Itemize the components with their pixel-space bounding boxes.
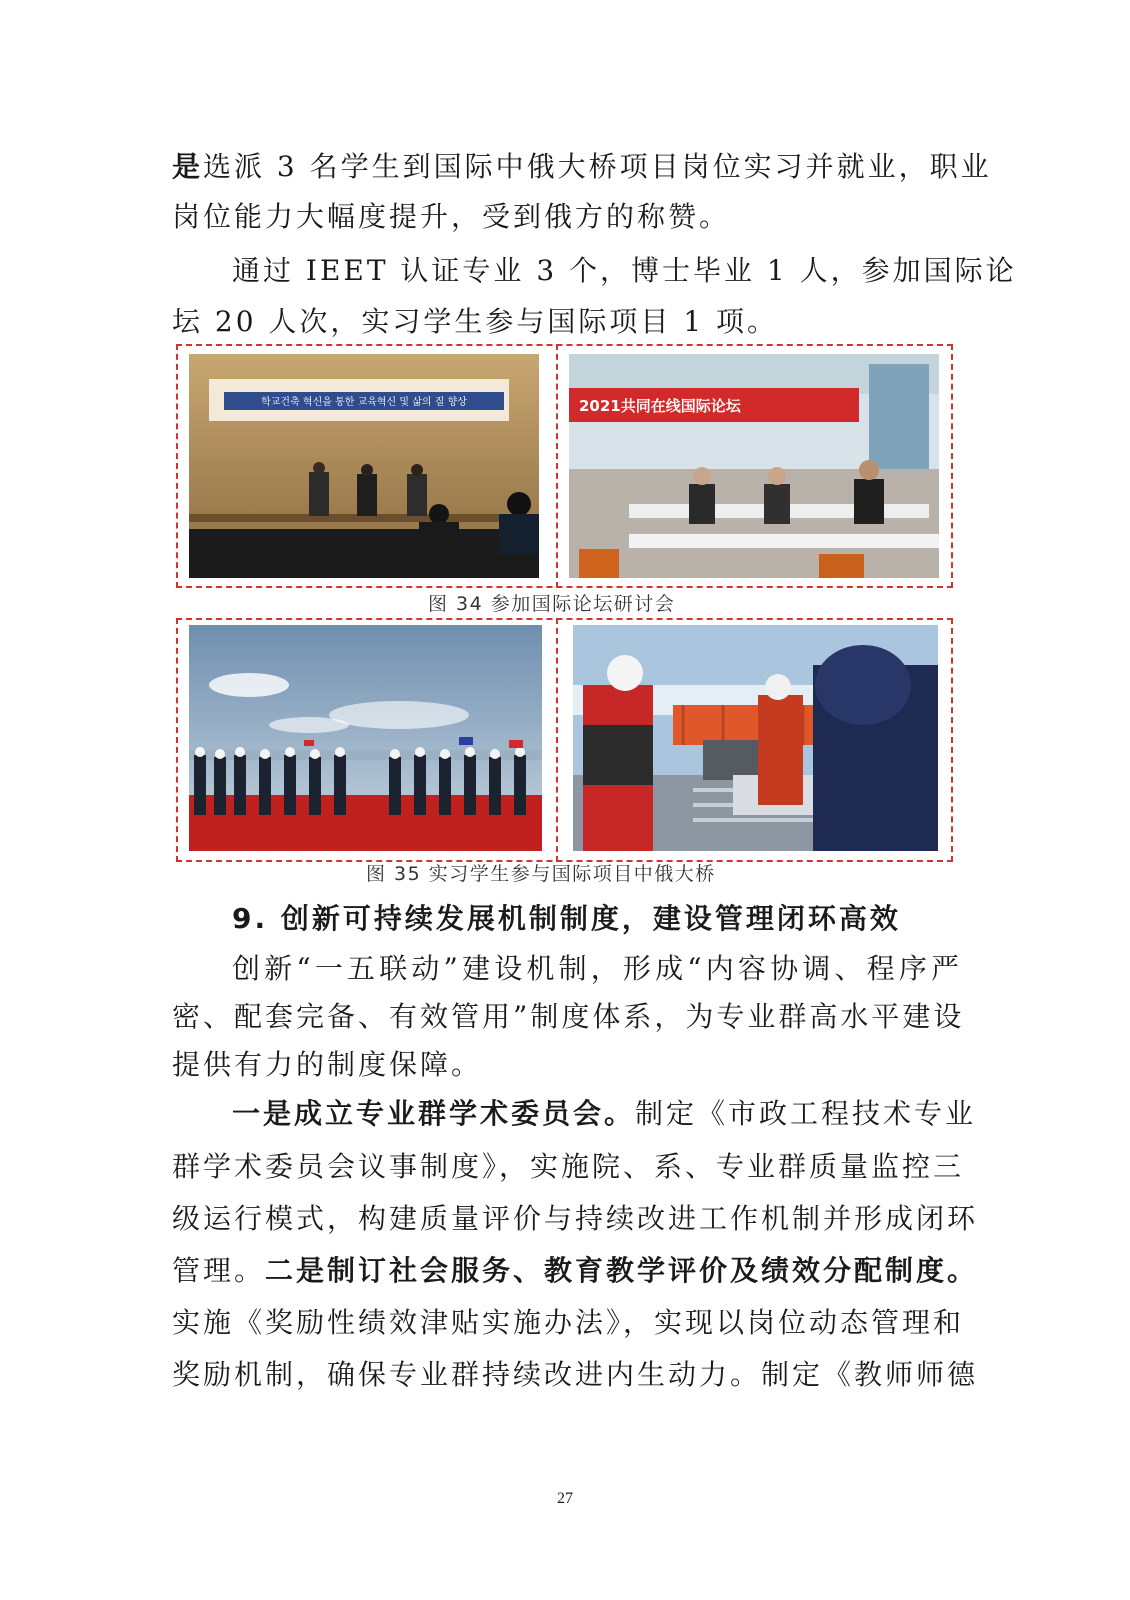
body-line: 提供有力的制度保障。 [172,1048,483,1081]
text: 选派 3 名学生到国际中俄大桥项目岗位实习并就业，职业 [203,150,992,183]
text: 制定《市政工程技术专业 [635,1097,977,1130]
body-line: 坛 20 人次，实习学生参与国际项目 1 项。 [172,305,779,338]
photo-online-forum-room [569,354,939,578]
body-line: 级运行模式，构建质量评价与持续改进工作机制并形成闭环 [172,1202,979,1235]
section-9-heading: 9. 创新可持续发展机制制度，建设管理闭环高效 [232,902,901,935]
body-line: 通过 IEET 认证专业 3 个，博士毕业 1 人，参加国际论 [232,254,1017,287]
body-line [172,1254,979,1288]
bold-lead: 一是成立专业群学术委员会。 [232,1097,636,1130]
body-line: 密、配套完备、有效管用”制度体系，为专业群高水平建设 [172,1000,965,1033]
bold-lead: 是 [172,150,204,183]
bold-lead: 二是制订社会服务、教育教学评价及绩效分配制度。 [265,1254,979,1287]
figure-34-divider [556,344,558,588]
page-number: 27 [557,1490,573,1507]
body-line: 岗位能力大幅度提升，受到俄方的称赞。 [172,200,731,233]
body-line: 创新“一五联动”建设机制，形成“内容协调、程序严 [232,952,962,985]
forum-banner-text: 학교건축 혁신을 통한 교육혁신 및 삶의 질 향상 [261,397,467,408]
figure-35-caption: 图 35 实习学生参与国际项目中俄大桥 [366,863,716,885]
body-line: 奖励机制，确保专业群持续改进内生动力。制定《教师师德 [172,1358,979,1391]
photo-bridge-inspection [573,625,938,851]
text: 管理。 [172,1254,266,1287]
online-forum-banner-text: 2021共同在线国际论坛 [579,397,741,415]
body-line: 群学术委员会议事制度》，实施院、系、专业群质量监控三 [172,1150,965,1183]
figure-35-divider [556,618,558,862]
body-line [232,1097,977,1131]
photo-bridge-ceremony [189,625,542,851]
figure-34-caption: 图 34 参加国际论坛研讨会 [428,593,676,615]
body-line: 实施《奖励性绩效津贴实施办法》，实现以岗位动态管理和 [172,1306,965,1339]
photo-forum-stage [189,354,539,578]
body-line [172,150,992,184]
